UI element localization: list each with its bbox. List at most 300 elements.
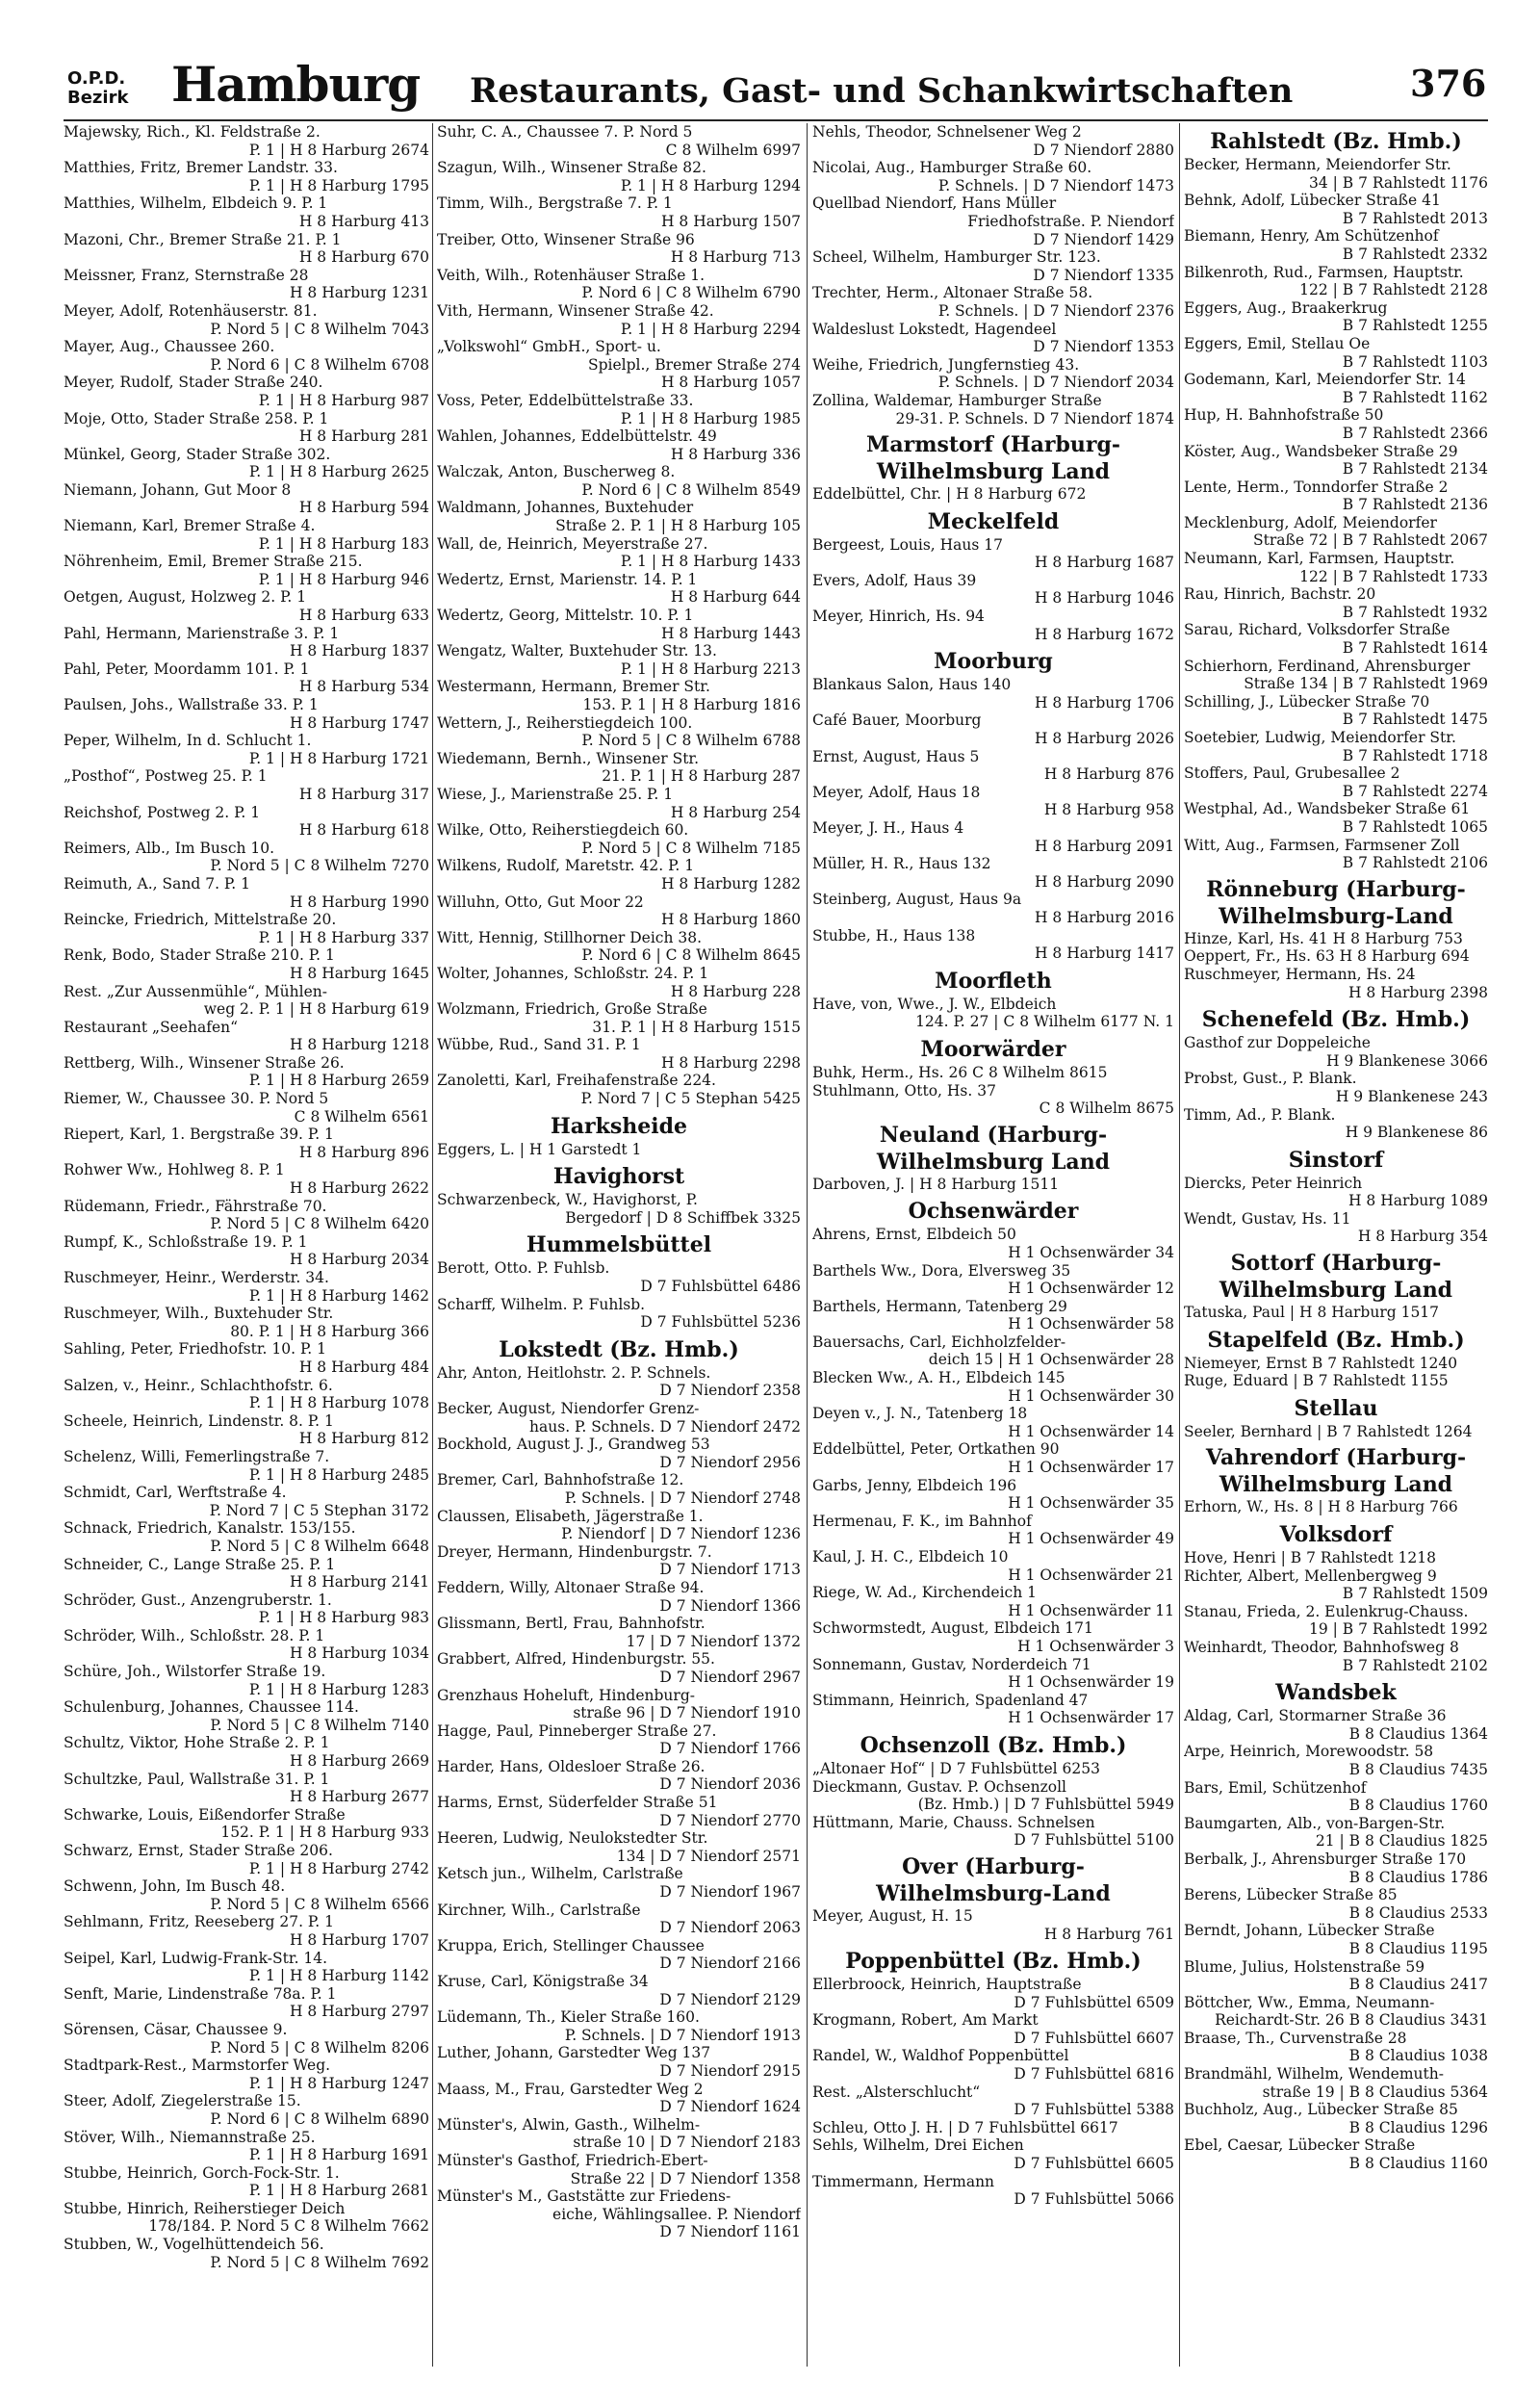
entry-detail-line: D 7 Niendorf 1366 [659, 1596, 801, 1615]
entry-name-line: Westphal, Ad., Wandsbeker Straße 61 [1184, 800, 1471, 818]
entry-name-line: Köster, Aug., Wandsbeker Straße 29 [1184, 442, 1458, 460]
section-heading-line: Wilhelmsburg Land [876, 459, 1111, 485]
entry-name-line: Münster's Gasthof, Friedrich-Ebert- [437, 2151, 708, 2169]
directory-entry [64, 1950, 429, 1985]
entry-detail-line: P. Nord 7 | C 5 Stephan 5425 [580, 1090, 801, 1108]
entry-detail-line: B 7 Rahlstedt 1103 [1342, 352, 1488, 371]
entry-name-line: Rest. „Zur Aussenmühle“, Mühlen- [64, 982, 327, 1000]
entry-detail-line: H 8 Harburg 1231 [289, 284, 429, 302]
entry-detail-line: D 7 Niendorf 1766 [659, 1740, 801, 1758]
section-heading-line: Wilhelmsburg-Land [1219, 903, 1453, 929]
directory-entry [437, 1973, 801, 2008]
section-heading [812, 1122, 1174, 1176]
entry-detail-line: H 1 Ochsenwärder 34 [1008, 1243, 1174, 1261]
directory-entry [1184, 335, 1488, 371]
directory-entry [64, 1556, 429, 1592]
entry-detail-line: 122 | B 7 Rahlstedt 2128 [1299, 281, 1488, 299]
entry-detail-line: H 8 Harburg 958 [1043, 801, 1174, 819]
directory-entry [1184, 2101, 1488, 2136]
directory-entry [1184, 966, 1488, 1001]
entry-name-line: Timm, Wilh., Bergstraße 7. P. 1 [437, 194, 673, 213]
section-heading-line: Wilhelmsburg Land [1219, 1278, 1453, 1304]
entry-detail-line: H 1 Ochsenwärder 17 [1008, 1459, 1174, 1477]
entry-name-line: Vith, Hermann, Winsener Straße 42. [437, 301, 714, 320]
directory-entry [437, 1436, 801, 1471]
entry-name-line: Schwarzenbeck, W., Havighorst, P. [437, 1191, 698, 1209]
entry-detail-line: H 1 Ochsenwärder 49 [1008, 1530, 1174, 1548]
entry-detail-line: Friedhofstraße. P. Niendorf [967, 212, 1174, 230]
directory-entry [64, 2236, 429, 2271]
directory-entry [1184, 947, 1488, 966]
entry-detail-line: H 8 Harburg 2026 [1034, 730, 1174, 748]
entry-detail-line: H 8 Harburg 2398 [1348, 983, 1488, 1001]
section-heading: Lokstedt (Bz. Hmb.) [499, 1336, 739, 1362]
entry-name-line: Wahlen, Johannes, Eddelbüttelstr. 49 [437, 427, 717, 446]
entry-name-line: Ebel, Caesar, Lübecker Straße [1184, 2136, 1416, 2155]
entry-name-line: Berndt, Johann, Lübecker Straße [1184, 1922, 1435, 1940]
entry-detail-line: B 7 Rahlstedt 2013 [1342, 209, 1488, 227]
entry-detail-line: P. Schnels. | D 7 Niendorf 2034 [937, 374, 1174, 392]
entry-detail-line: H 8 Harburg 2677 [289, 1788, 429, 1806]
entry-name-line: „Altonaer Hof“ | D 7 Fuhlsbüttel 6253 [812, 1759, 1100, 1777]
entry-detail-line: B 8 Claudius 1760 [1348, 1797, 1488, 1815]
entry-name-line: Berott, Otto. P. Fuhlsb. [437, 1259, 610, 1278]
directory-entry [1184, 264, 1488, 299]
directory-entry [812, 1082, 1174, 1118]
entry-name-line: Reimuth, A., Sand 7. P. 1 [64, 874, 250, 893]
entry-name-line: Wiedemann, Bernh., Winsener Str. [437, 749, 700, 767]
entry-name-line: Claussen, Elisabeth, Jägerstraße 1. [437, 1507, 704, 1525]
entry-name-line: Schneider, C., Lange Straße 25. P. 1 [64, 1555, 336, 1573]
entry-detail-line: B 8 Claudius 2417 [1348, 1976, 1488, 1994]
entry-detail-line: D 7 Fuhlsbüttel 6607 [1014, 2029, 1174, 2047]
directory-entry [437, 893, 801, 929]
entry-detail-line: H 1 Ochsenwärder 58 [1008, 1315, 1174, 1333]
directory-entry [1184, 658, 1488, 693]
entry-name-line: Ahrens, Ernst, Elbdeich 50 [812, 1226, 1016, 1244]
directory-entry [1184, 1886, 1488, 1922]
directory-entry [1184, 479, 1488, 514]
entry-detail-line: B 8 Claudius 1038 [1348, 2047, 1488, 2065]
entry-name-line: Stadtpark-Rest., Marmstorfer Weg. [64, 2057, 331, 2075]
entry-detail-line: H 8 Harburg 1443 [660, 624, 801, 642]
directory-entry [1184, 930, 1488, 948]
column-divider [432, 123, 433, 2367]
entry-detail-line: P. 1 | H 8 Harburg 183 [258, 534, 429, 553]
directory-entry [1184, 1922, 1488, 1957]
directory-entry [1184, 693, 1488, 729]
entry-name-line: Mazoni, Chr., Bremer Straße 21. P. 1 [64, 230, 342, 248]
entry-detail-line: H 8 Harburg 633 [298, 607, 429, 625]
entry-detail-line: H 8 Harburg 713 [670, 248, 801, 267]
entry-detail-line: (Bz. Hmb.) | D 7 Fuhlsbüttel 5949 [917, 1796, 1174, 1814]
entry-detail-line: P. 1 | H 8 Harburg 1721 [248, 749, 429, 767]
entry-name-line: Barthels Ww., Dora, Elversweg 35 [812, 1261, 1071, 1280]
entry-detail-line: H 1 Ochsenwärder 35 [1008, 1494, 1174, 1513]
entry-detail-line: Straße 22 | D 7 Niendorf 1358 [570, 2169, 801, 2187]
section-heading: Moorfleth [935, 968, 1052, 994]
entry-name-line: Stuhlmann, Otto, Hs. 37 [812, 1081, 996, 1100]
entry-detail-line: P. 1 | H 8 Harburg 1462 [248, 1286, 429, 1305]
entry-name-line: Luther, Johann, Garstedter Weg 137 [437, 2044, 711, 2062]
entry-name-line: Ellerbroock, Heinrich, Hauptstraße [812, 1976, 1082, 1994]
directory-entry [812, 748, 1174, 784]
section-heading-line: Wilhelmsburg-Land [876, 1880, 1111, 1906]
entry-name-line: Harder, Hans, Oldesloer Straße 26. [437, 1757, 706, 1775]
entry-detail-line: Bergedorf | D 8 Schiffbek 3325 [565, 1208, 801, 1227]
entry-detail-line: H 8 Harburg 1747 [289, 713, 429, 732]
directory-entry [1184, 550, 1488, 585]
entry-detail-line: H 8 Harburg 2091 [1034, 837, 1174, 855]
directory-entry [64, 338, 429, 374]
entry-name-line: Feddern, Willy, Altonaer Straße 94. [437, 1578, 705, 1596]
entry-name-line: Schleu, Otto J. H. | D 7 Fuhlsbüttel 6617 [812, 2118, 1118, 2136]
entry-detail-line: H 8 Harburg 1057 [660, 374, 801, 392]
entry-detail-line: B 7 Rahlstedt 2134 [1342, 460, 1488, 479]
entry-detail-line: P. Schnels. | D 7 Niendorf 1913 [564, 2026, 801, 2044]
section-heading-line: Wilhelmsburg Land [876, 1149, 1111, 1175]
entry-name-line: Sehls, Wilhelm, Drei Eichen [812, 2136, 1024, 2155]
entry-detail-line: H 1 Ochsenwärder 19 [1008, 1673, 1174, 1692]
entry-detail-line: eiche, Wählingsallee. P. Niendorf [552, 2205, 801, 2223]
entry-name-line: Ruge, Eduard | B 7 Rahlstedt 1155 [1184, 1372, 1449, 1390]
directory-entry [437, 1722, 801, 1758]
entry-detail-line: Straße 72 | B 7 Rahlstedt 2067 [1253, 531, 1488, 550]
entry-detail-line: C 8 Wilhelm 6997 [665, 141, 801, 159]
entry-name-line: Schwenn, John, Im Busch 48. [64, 1877, 286, 1896]
entry-name-line: Moje, Otto, Stader Straße 258. P. 1 [64, 409, 329, 427]
entry-name-line: Stubbe, Hinrich, Reiherstieger Deich [64, 2199, 346, 2217]
entry-name-line: Weihe, Friedrich, Jungfernstieg 43. [812, 355, 1080, 374]
directory-entry [812, 1548, 1174, 1584]
directory-entry [64, 767, 429, 803]
entry-detail-line: H 1 Ochsenwärder 14 [1008, 1422, 1174, 1440]
district-label-line2: Bezirk [67, 88, 129, 108]
directory-entry [437, 2081, 801, 2116]
entry-name-line: Hup, H. Bahnhofstraße 50 [1184, 406, 1384, 425]
directory-entry [64, 302, 429, 338]
entry-name-line: Mayer, Aug., Chaussee 260. [64, 338, 275, 356]
entry-name-line: Westermann, Hermann, Bremer Str. [437, 678, 710, 696]
entry-name-line: Kruse, Carl, Königstraße 34 [437, 1973, 649, 1990]
directory-entry [437, 1364, 801, 1400]
directory-entry [64, 911, 429, 946]
directory-entry [437, 1259, 801, 1295]
entry-detail-line: H 8 Harburg 2622 [289, 1179, 429, 1198]
entry-name-line: Darboven, J. | H 8 Harburg 1511 [812, 1175, 1060, 1193]
entry-detail-line: H 8 Harburg 2298 [660, 1053, 801, 1072]
entry-detail-line: H 8 Harburg 618 [298, 821, 429, 840]
entry-detail-line: P. 1 | H 8 Harburg 946 [258, 570, 429, 588]
entry-name-line: Randel, W., Waldhof Poppenbüttel [812, 2047, 1069, 2065]
directory-column-2 [437, 123, 801, 2367]
directory-entry [1184, 1603, 1488, 1639]
entry-name-line: Wübbe, Rud., Sand 31. P. 1 [437, 1036, 641, 1054]
entry-detail-line: P. 1 | H 8 Harburg 987 [258, 391, 429, 409]
entry-detail-line: H 8 Harburg 1046 [1034, 589, 1174, 608]
entry-name-line: Behnk, Adolf, Lübecker Straße 41 [1184, 192, 1441, 210]
entry-detail-line: D 7 Fuhlsbüttel 5388 [1014, 2101, 1174, 2119]
city-title: Hamburg [171, 56, 421, 113]
entry-detail-line: H 8 Harburg 1034 [289, 1644, 429, 1663]
entry-name-line: Blume, Julius, Holstenstraße 59 [1184, 1957, 1425, 1976]
entry-name-line: „Posthof“, Postweg 25. P. 1 [64, 767, 268, 786]
entry-name-line: Pahl, Hermann, Marienstraße 3. P. 1 [64, 624, 340, 642]
entry-name-line: Walczak, Anton, Buscherweg 8. [437, 463, 676, 481]
entry-name-line: Münster's M., Gaststätte zur Friedens- [437, 2187, 732, 2206]
entry-name-line: Bergeest, Louis, Haus 17 [812, 535, 1003, 554]
directory-entry [437, 159, 801, 194]
entry-name-line: Schwarz, Ernst, Stader Straße 206. [64, 1842, 333, 1859]
directory-entry [64, 2164, 429, 2200]
directory-entry [64, 1771, 429, 1806]
entry-name-line: Baumgarten, Alb., von-Bargen-Str. [1184, 1814, 1446, 1832]
directory-entry [437, 302, 801, 338]
entry-detail-line: H 1 Ochsenwärder 30 [1008, 1386, 1174, 1405]
entry-detail-line: 152. P. 1 | H 8 Harburg 933 [220, 1824, 429, 1842]
directory-entry [812, 356, 1174, 392]
entry-name-line: Meissner, Franz, Sternstraße 28 [64, 266, 309, 284]
entry-detail-line: H 8 Harburg 1282 [660, 874, 801, 893]
entry-name-line: Renk, Bodo, Stader Straße 210. P. 1 [64, 946, 335, 965]
directory-entry [64, 2092, 429, 2128]
entry-name-line: Stubben, W., Vogelhüttendeich 56. [64, 2236, 324, 2254]
entry-detail-line: B 7 Rahlstedt 1065 [1342, 817, 1488, 836]
entry-name-line: Rettberg, Wilh., Winsener Straße 26. [64, 1053, 345, 1072]
entry-name-line: Becker, August, Niendorfer Grenz- [437, 1400, 700, 1417]
directory-entry [812, 194, 1174, 248]
entry-name-line: Schmidt, Carl, Werftstraße 4. [64, 1484, 287, 1502]
entry-detail-line: P. 1 | H 8 Harburg 337 [258, 928, 429, 946]
entry-name-line: Godemann, Karl, Meiendorfer Str. 14 [1184, 371, 1466, 389]
directory-entry [64, 2057, 429, 2092]
entry-detail-line: H 8 Harburg 1507 [660, 212, 801, 230]
directory-entry [64, 625, 429, 660]
entry-detail-line: P. 1 | H 8 Harburg 2485 [248, 1465, 429, 1484]
directory-entry [64, 1090, 429, 1126]
entry-name-line: Dreyer, Hermann, Hindenburgstr. 7. [437, 1542, 712, 1561]
entry-name-line: Reimers, Alb., Im Busch 10. [64, 839, 275, 857]
directory-entry [812, 392, 1174, 427]
entry-name-line: Willuhn, Otto, Gut Moor 22 [437, 893, 644, 911]
entry-detail-line: B 7 Rahlstedt 2102 [1342, 1656, 1488, 1674]
entry-detail-line: D 7 Niendorf 2915 [659, 2061, 801, 2080]
entry-name-line: Zanoletti, Karl, Freihafenstraße 224. [437, 1072, 716, 1090]
entry-detail-line: P. 1 | H 8 Harburg 2659 [248, 1072, 429, 1090]
section-heading: Schenefeld (Bz. Hmb.) [1201, 1007, 1471, 1033]
entry-detail-line: 80. P. 1 | H 8 Harburg 366 [230, 1322, 429, 1340]
entry-detail-line: P. Nord 6 | C 8 Wilhelm 8549 [581, 480, 801, 499]
directory-entry [812, 321, 1174, 356]
entry-detail-line: H 8 Harburg 1672 [1034, 625, 1174, 643]
entry-detail-line: B 7 Rahlstedt 1614 [1342, 639, 1488, 658]
entry-detail-line: 29-31. P. Schnels. D 7 Niendorf 1874 [895, 409, 1174, 427]
directory-entry [64, 588, 429, 624]
entry-name-line: Niemann, Karl, Bremer Straße 4. [64, 517, 316, 535]
entry-detail-line: P. Nord 6 | C 8 Wilhelm 6790 [581, 284, 801, 302]
directory-entry [1184, 1423, 1488, 1441]
entry-detail-line: P. 1 | H 8 Harburg 2674 [248, 141, 429, 159]
entry-name-line: Wolter, Johannes, Schloßstr. 24. P. 1 [437, 964, 709, 982]
directory-entry [437, 1036, 801, 1072]
entry-detail-line: H 8 Harburg 2669 [289, 1752, 429, 1771]
entry-name-line: Scheele, Heinrich, Lindenstr. 8. P. 1 [64, 1411, 334, 1430]
entry-name-line: Blecken Ww., A. H., Elbdeich 145 [812, 1369, 1065, 1387]
directory-entry [1184, 371, 1488, 406]
directory-entry [812, 712, 1174, 747]
entry-name-line: Buhk, Herm., Hs. 26 C 8 Wilhelm 8615 [812, 1063, 1108, 1081]
directory-entry [64, 1412, 429, 1448]
entry-detail-line: 21 | B 8 Claudius 1825 [1315, 1832, 1488, 1850]
entry-detail-line: B 7 Rahlstedt 2332 [1342, 245, 1488, 263]
entry-name-line: Grenzhaus Hoheluft, Hindenburg- [437, 1686, 695, 1704]
entry-detail-line: P. 1 | H 8 Harburg 1247 [248, 2074, 429, 2092]
entry-detail-line: D 7 Niendorf 2166 [659, 1954, 801, 1973]
entry-name-line: Sörensen, Cäsar, Chaussee 9. [64, 2020, 288, 2038]
directory-entry [812, 1976, 1174, 2011]
entry-detail-line: B 7 Rahlstedt 2366 [1342, 424, 1488, 442]
entry-detail-line: H 8 Harburg 1707 [289, 1930, 429, 1949]
directory-entry [437, 1758, 801, 1794]
entry-detail-line: H 8 Harburg 228 [670, 982, 801, 1000]
directory-entry [437, 1615, 801, 1650]
entry-detail-line: C 8 Wilhelm 6561 [294, 1107, 429, 1126]
directory-entry [437, 338, 801, 392]
directory-entry [812, 2173, 1174, 2209]
section-heading-line: Neuland (Harburg- [879, 1122, 1108, 1148]
section-heading: Harksheide [551, 1113, 687, 1139]
directory-entry [437, 929, 801, 965]
entry-detail-line: P. 1 | H 8 Harburg 1078 [248, 1394, 429, 1412]
directory-entry [437, 2044, 801, 2080]
entry-detail-line: B 8 Claudius 2533 [1348, 1903, 1488, 1922]
entry-detail-line: 21. P. 1 | H 8 Harburg 287 [602, 767, 801, 786]
directory-entry [812, 784, 1174, 819]
directory-entry [64, 732, 429, 767]
entry-detail-line: P. Niendorf | D 7 Niendorf 1236 [561, 1525, 801, 1543]
entry-name-line: Böttcher, Ww., Emma, Neumann- [1184, 1993, 1435, 2011]
entry-name-line: Richter, Albert, Mellenbergweg 9 [1184, 1566, 1437, 1585]
directory-entry [437, 714, 801, 750]
entry-detail-line: H 8 Harburg 2034 [289, 1251, 429, 1269]
entry-detail-line: H 8 Harburg 484 [298, 1358, 429, 1376]
directory-entry [812, 1760, 1174, 1778]
entry-name-line: Gasthof zur Doppeleiche [1184, 1034, 1371, 1052]
entry-name-line: Schwormstedt, August, Elbdeich 171 [812, 1619, 1093, 1638]
entry-name-line: Barthels, Hermann, Tatenberg 29 [812, 1297, 1067, 1315]
district-label-line1: O.P.D. [67, 68, 126, 89]
entry-name-line: Szagun, Wilh., Winsener Straße 82. [437, 159, 706, 177]
entry-detail-line: H 1 Ochsenwärder 21 [1008, 1566, 1174, 1584]
directory-entry [1184, 621, 1488, 657]
directory-entry [64, 1663, 429, 1698]
entry-detail-line: 124. P. 27 | C 8 Wilhelm 6177 N. 1 [915, 1013, 1174, 1031]
entry-detail-line: P. Nord 7 | C 5 Stephan 3172 [209, 1501, 429, 1519]
entry-detail-line: Spielpl., Bremer Straße 274 [587, 355, 801, 374]
section-heading-line: Over (Harburg- [902, 1853, 1085, 1879]
entry-detail-line: P. Nord 6 | C 8 Wilhelm 6890 [210, 2109, 429, 2128]
entry-name-line: Ernst, August, Haus 5 [812, 747, 980, 765]
entry-name-line: Wengatz, Walter, Buxtehuder Str. 13. [437, 642, 717, 660]
section-heading: Stapelfeld (Bz. Hmb.) [1207, 1327, 1465, 1353]
entry-detail-line: P. 1 | H 8 Harburg 1433 [620, 553, 801, 571]
entry-name-line: Seipel, Karl, Ludwig-Frank-Str. 14. [64, 1949, 328, 1967]
directory-entry [64, 1198, 429, 1233]
entry-detail-line: Straße 134 | B 7 Rahlstedt 1969 [1244, 675, 1488, 693]
directory-entry [64, 194, 429, 230]
entry-detail-line: D 7 Niendorf 2358 [659, 1382, 801, 1400]
entry-name-line: Bockhold, August J. J., Grandweg 53 [437, 1436, 710, 1454]
directory-entry [64, 875, 429, 911]
entry-name-line: Glissmann, Bertl, Frau, Bahnhofstr. [437, 1615, 706, 1633]
entry-name-line: Ketsch jun., Wilhelm, Carlstraße [437, 1865, 683, 1883]
entry-detail-line: B 7 Rahlstedt 1162 [1342, 388, 1488, 406]
entry-name-line: Meyer, J. H., Haus 4 [812, 819, 964, 837]
entry-detail-line: B 8 Claudius 1786 [1348, 1868, 1488, 1886]
entry-name-line: Becker, Hermann, Meiendorfer Str. [1184, 156, 1451, 173]
entry-name-line: Reichshof, Postweg 2. P. 1 [64, 803, 261, 821]
entry-detail-line: D 7 Fuhlsbüttel 5100 [1014, 1831, 1174, 1850]
directory-entry [64, 1305, 429, 1340]
entry-name-line: Rau, Hinrich, Bachstr. 20 [1184, 585, 1376, 604]
entry-name-line: Wolzmann, Friedrich, Große Straße [437, 1000, 707, 1019]
directory-entry [812, 1333, 1174, 1369]
entry-name-line: Braase, Th., Curvenstraße 28 [1184, 2029, 1407, 2047]
directory-entry [812, 1440, 1174, 1476]
directory-entry [437, 750, 801, 786]
directory-entry [64, 374, 429, 409]
directory-entry [812, 1778, 1174, 1814]
entry-name-line: Heeren, Ludwig, Neulokstedter Str. [437, 1829, 708, 1848]
entry-detail-line: P. 1 | H 8 Harburg 1795 [248, 176, 429, 194]
entry-detail-line: H 8 Harburg 2797 [289, 2003, 429, 2021]
entry-name-line: Majewsky, Rich., Kl. Feldstraße 2. [64, 123, 321, 141]
directory-entry [812, 1369, 1174, 1405]
entry-detail-line: P. Nord 5 | C 8 Wilhelm 7692 [210, 2253, 429, 2271]
entry-name-line: Rest. „Alsterschlucht“ [812, 2083, 981, 2101]
section-heading-line: Vahrendorf (Harburg- [1205, 1445, 1467, 1471]
entry-name-line: Quellbad Niendorf, Hans Müller [812, 194, 1057, 213]
entry-name-line: Buchholz, Aug., Lübecker Straße 85 [1184, 2101, 1458, 2119]
directory-entry [1184, 156, 1488, 192]
entry-name-line: Eggers, L. | H 1 Garstedt 1 [437, 1140, 642, 1158]
directory-entry [812, 1477, 1174, 1513]
entry-name-line: „Volkswohl“ GmbH., Sport- u. [437, 338, 661, 356]
entry-name-line: Schulenburg, Johannes, Chaussee 114. [64, 1698, 359, 1717]
entry-detail-line: B 8 Claudius 1195 [1348, 1939, 1488, 1957]
directory-entry [437, 1687, 801, 1722]
directory-entry [64, 946, 429, 982]
directory-entry [64, 481, 429, 517]
section-heading [1184, 876, 1488, 930]
directory-entry [64, 804, 429, 840]
entry-detail-line: H 8 Harburg 1990 [289, 893, 429, 911]
entry-name-line: Ruschmeyer, Heinr., Werderstr. 34. [64, 1269, 329, 1286]
entry-name-line: Riepert, Karl, 1. Bergstraße 39. P. 1 [64, 1126, 334, 1144]
directory-entry [812, 485, 1174, 504]
section-heading-line: Wilhelmsburg Land [1219, 1472, 1453, 1498]
directory-entry [812, 1619, 1174, 1655]
entry-detail-line: P. Schnels. | D 7 Niendorf 2376 [937, 301, 1174, 320]
directory-entry [1184, 192, 1488, 227]
entry-detail-line: H 1 Ochsenwärder 12 [1008, 1280, 1174, 1298]
directory-entry [64, 446, 429, 481]
entry-name-line: Eggers, Aug., Braakerkrug [1184, 298, 1388, 317]
entry-detail-line: P. Schnels. | D 7 Niendorf 2748 [564, 1488, 801, 1507]
section-heading: Poppenbüttel (Bz. Hmb.) [845, 1949, 1142, 1975]
directory-entry [1184, 1175, 1488, 1210]
directory-entry [1184, 1779, 1488, 1815]
